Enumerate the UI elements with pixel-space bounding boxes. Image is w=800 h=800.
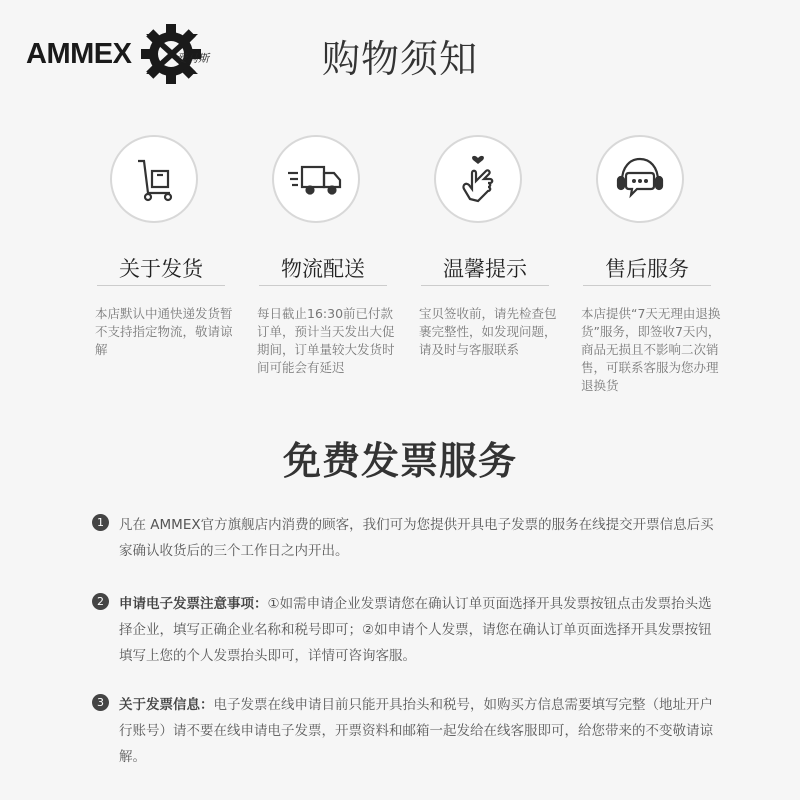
brand-name: AMMEX (26, 38, 132, 70)
feature-divider (259, 285, 387, 286)
page-title: 购物须知 (321, 37, 478, 81)
notice-label: 关于发票信息： (119, 697, 214, 713)
feature-title: 温馨提示 (443, 257, 527, 281)
delivery-truck-icon (286, 149, 346, 209)
feature-title: 售后服务 (605, 257, 689, 281)
feature-title: 关于发货 (119, 257, 203, 281)
notice-number: 3 (92, 694, 109, 711)
feature-icon-circle (434, 135, 522, 223)
feature-divider (97, 285, 225, 286)
invoice-section-title: 免费发票服务 (282, 439, 517, 483)
notice-text: 电子发票在线申请目前只能开具抬头和税号，如购买方信息需要填写完整（地址开户行账号）请不要在线申请电子发票，开票资料和邮箱一起发给在线客服即可，给您带来的不变敬请谅解。 (119, 697, 713, 765)
notice-text-block (119, 591, 719, 669)
feature-icon-circle (596, 135, 684, 223)
notice-text-block (119, 692, 719, 770)
feature-desc: 本店提供“7天无理由退换货”服务，即签收7天内，商品无损且不影响二次销售，可联系客服为您办理退换货 (581, 306, 721, 393)
notice-label: 申请电子发票注意事项： (119, 596, 268, 612)
notice-number: 2 (92, 593, 109, 610)
notice-text: 凡在 AMMEX官方旗舰店内消费的顾客，我们可为您提供开具电子发票的服务在线提交开票信息后买家确认收货后的三个工作日之内开出。 (119, 517, 714, 559)
feature-desc: 宝贝签收前，请先检查包裹完整性，如发现问题，请及时与客服联系 (419, 306, 557, 357)
feature-icon-circle (110, 135, 198, 223)
feature-title: 物流配送 (281, 257, 365, 281)
brand-cn-name: 爱马斯 (176, 52, 209, 65)
notice-text: ①如需申请企业发票请您在确认订单页面选择开具发票按钮点击发票抬头选择企业，填写正确企业名称和税号即可；②如申请个人发票，请您在确认订单页面选择开具发票按钮填写上您的个人发票抬头即可，详情可咨询客服。 (119, 596, 712, 664)
hand-truck-icon (124, 149, 184, 209)
feature-desc: 本店默认中通快递发货暂不支持指定物流，敬请谅解 (95, 306, 233, 357)
feature-divider (421, 285, 549, 286)
notice-number: 1 (92, 514, 109, 531)
headset-icon (610, 149, 670, 209)
heart-hand-icon (448, 149, 508, 209)
feature-desc: 每日截止16:30前已付款订单，预计当天发出大促期间，订单量较大发货时间可能会有延迟 (257, 306, 395, 375)
notice-text-block (119, 512, 719, 564)
feature-divider (583, 285, 711, 286)
feature-icon-circle (272, 135, 360, 223)
